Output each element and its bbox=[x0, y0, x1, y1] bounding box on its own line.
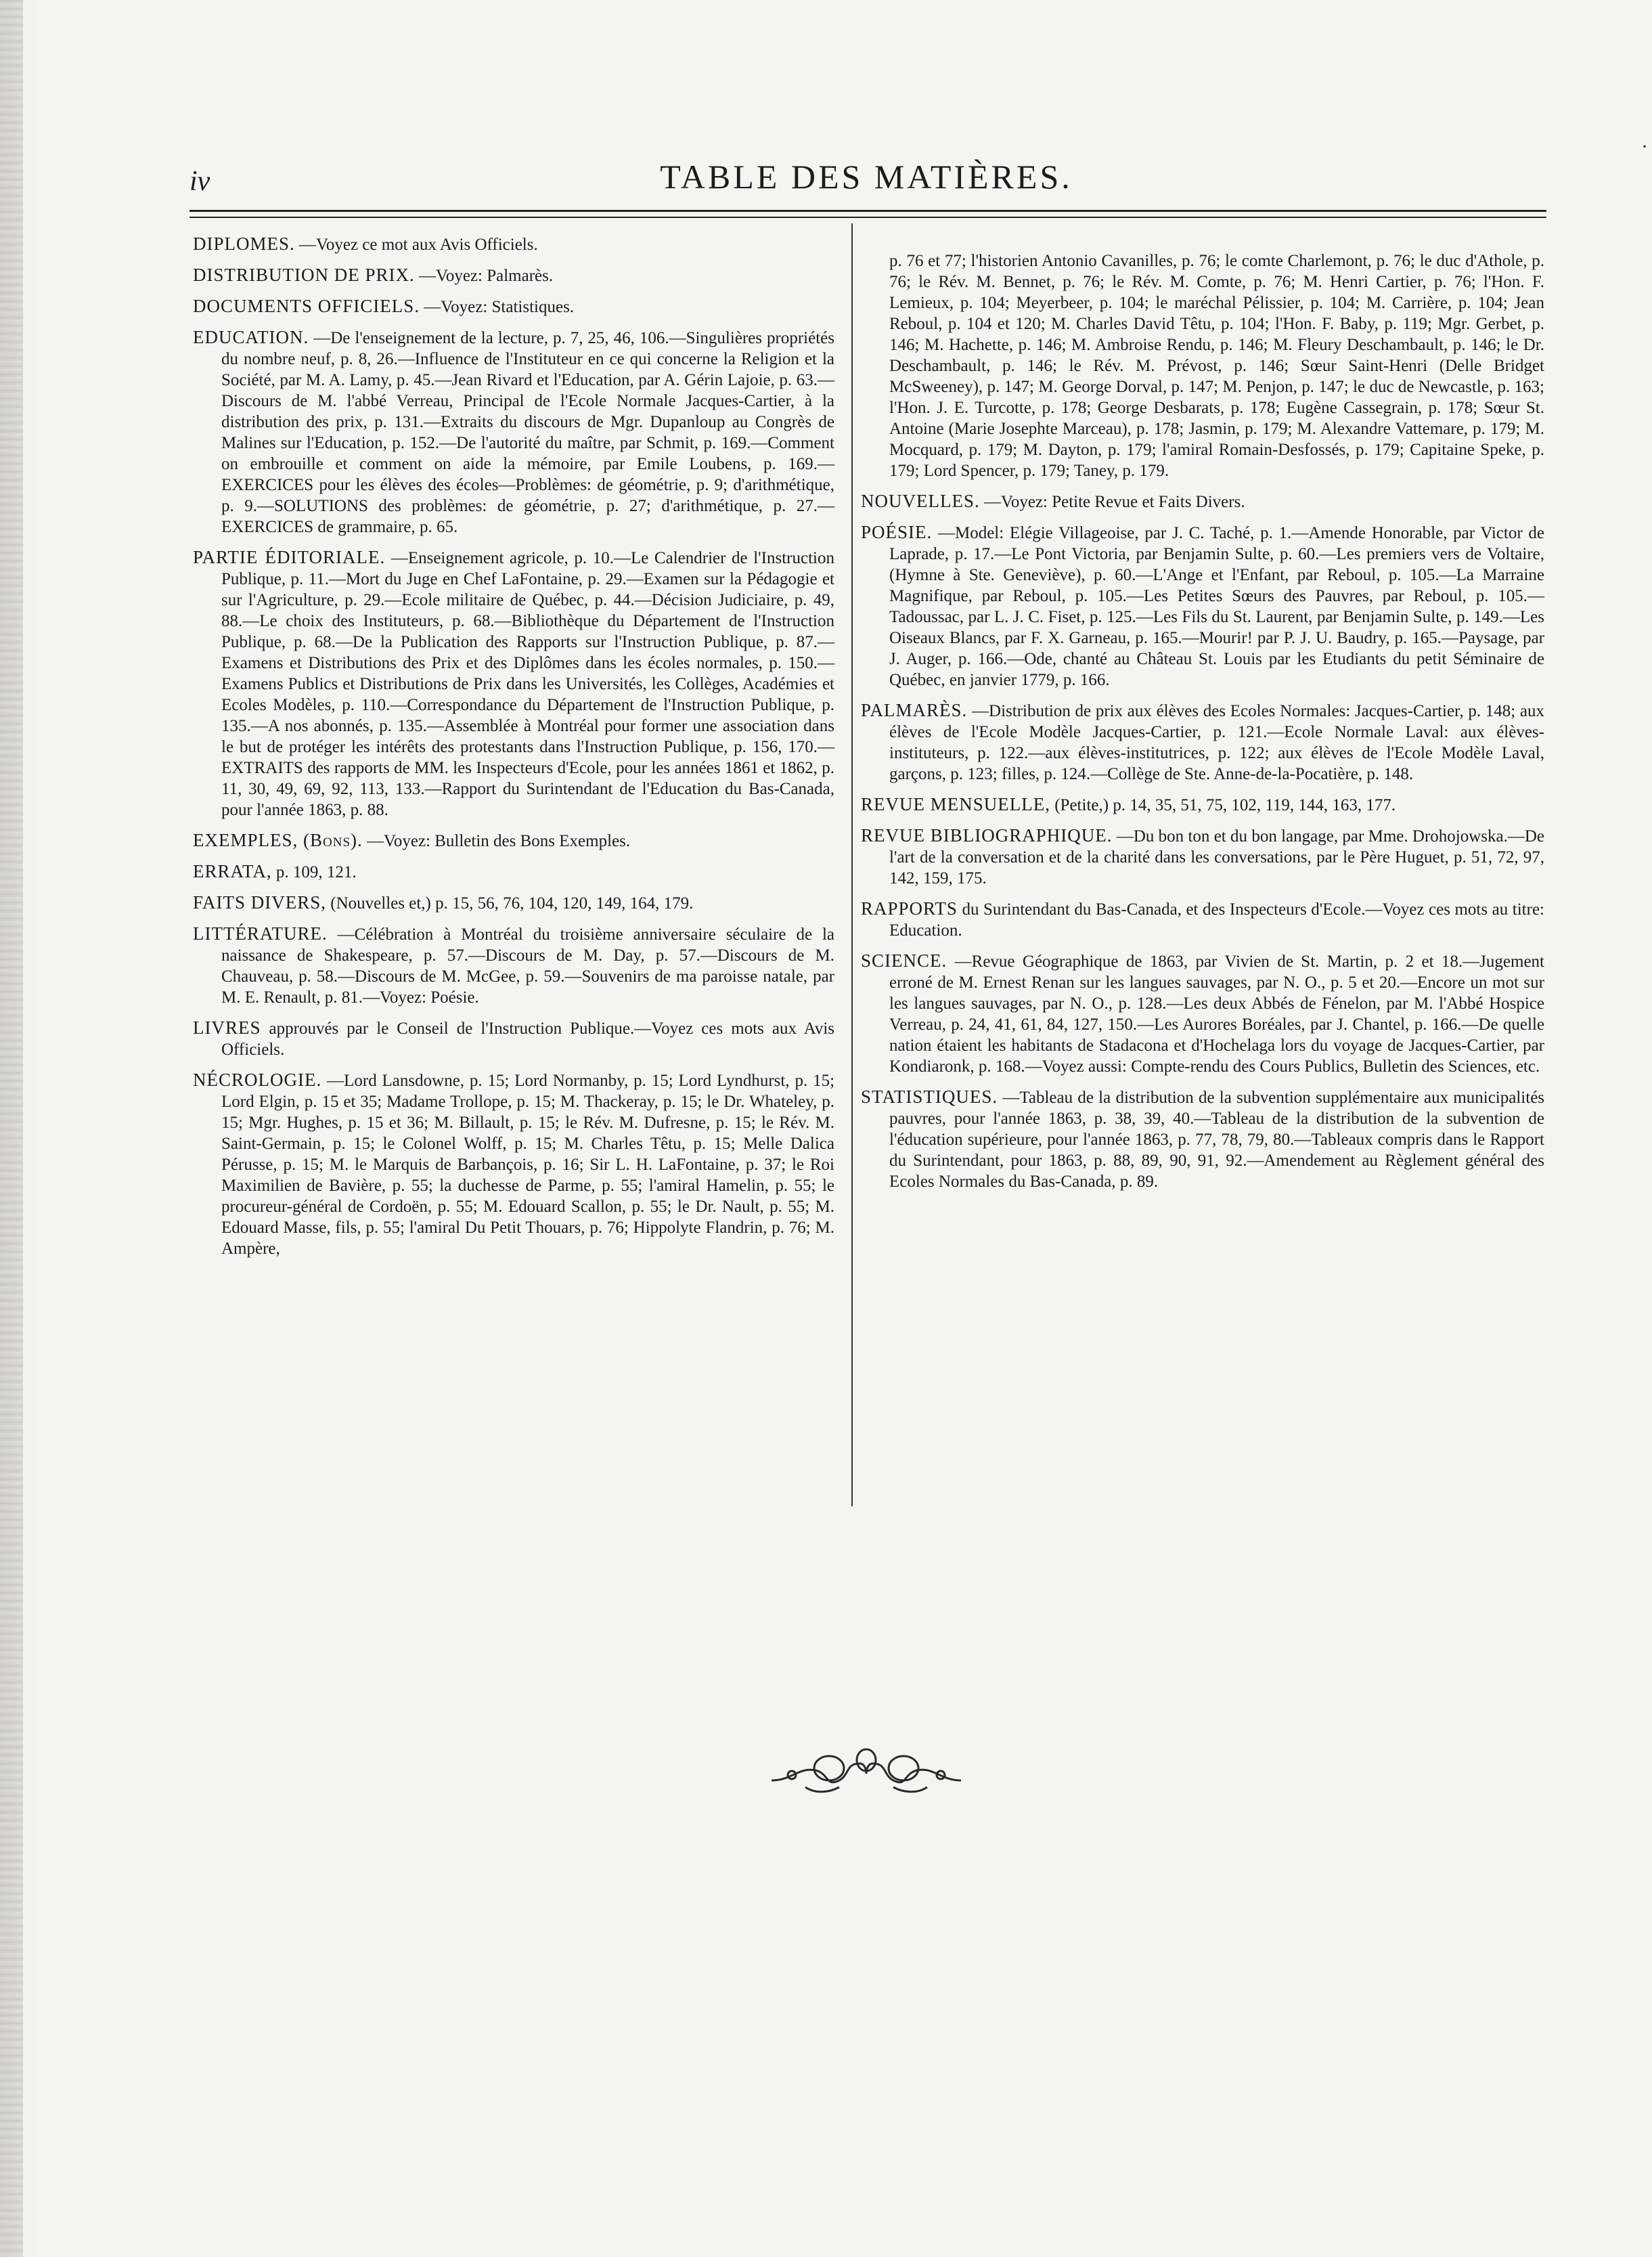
entry-heading: DOCUMENTS OFFICIELS. bbox=[193, 296, 420, 316]
entry-text: (Nouvelles et,) p. 15, 56, 76, 104, 120, 149, 164, 179. bbox=[330, 894, 694, 913]
entry-heading: PARTIE ÉDITORIALE. bbox=[193, 547, 386, 567]
entry-text: —De l'enseignement de la lecture, p. 7, 25, 46, 106.—Singulières propriétés du nombre neuf, p. 8, 26.—Influence de l'Instituteur en ce qui concerne la Religion et la Société, par M. A. Lamy, p. 45.—Jean Rivard et l'Education, par A. Gérin Lajoie, p. 63.—Discours de M. l'abbé Verreau, Principal de l'Ecole Normale Jacques-Cartier, à la distribution des prix, p. 131.—Extraits du discours de Mgr. Dupanloup au Congrès de Malines sur l'Education, p. 152.—De l'autorité du maître, par Schmit, p. 169.—Comment on embrouille et comment on aide la mémoire, par Emile Loubens, p. 169.—EXERCICES pour les élèves des écoles—Problèmes: de géométrie, p. 9; d'arithmétique, p. 9.—SOLUTIONS des problèmes: de géométrie, p. 27; d'arithmétique, p. 27.—EXERCICES de grammaire, p. 65. bbox=[221, 329, 834, 536]
left-column bbox=[193, 234, 834, 1269]
entry-text: —Distribution de prix aux élèves des Ecoles Normales: Jacques-Cartier, p. 148; aux élèves de l'Ecole Modèle Jacques-Cartier, p. 121.—Ecole Normale Laval: aux élèves-instituteurs, p. 122.—aux élèves-institutrices, p. 122; aux élèves de l'Ecole Modèle Laval, garçons, p. 123; filles, p. 124.—Collège de Ste. Anne-de-la-Pocatière, p. 148. bbox=[889, 702, 1545, 783]
index-entry bbox=[861, 794, 1544, 816]
entry-heading: STATISTIQUES. bbox=[861, 1087, 998, 1107]
entry-text: —Voyez: Petite Revue et Faits Divers. bbox=[983, 493, 1245, 511]
entry-heading: FAITS DIVERS, bbox=[193, 892, 327, 913]
entry-text: du Surintendant du Bas-Canada, et des Inspecteurs d'Ecole.—Voyez ces mots au titre: Education. bbox=[889, 900, 1544, 940]
right-entries bbox=[861, 491, 1544, 1192]
entry-text: —Voyez ce mot aux Avis Officiels. bbox=[299, 236, 538, 254]
index-entry bbox=[861, 1087, 1544, 1192]
entry-heading: REVUE MENSUELLE, bbox=[861, 794, 1050, 814]
index-entry bbox=[193, 923, 834, 1008]
entry-text: —Voyez: Bulletin des Bons Exemples. bbox=[367, 832, 631, 850]
index-entry bbox=[193, 265, 834, 286]
entry-heading: DISTRIBUTION DE PRIX. bbox=[193, 265, 415, 285]
entry-heading: ERRATA, bbox=[193, 861, 272, 881]
index-entry bbox=[861, 491, 1544, 512]
index-entry bbox=[861, 898, 1544, 941]
scan-mark: · bbox=[1641, 135, 1648, 158]
page-header bbox=[189, 157, 1543, 204]
index-entry bbox=[861, 522, 1544, 691]
entry-text: —Tableau de la distribution de la subvention supplémentaire aux municipalités pauvres, pour l'année 1863, p. 38, 39, 40.—Tableau de la distribution de la subvention de l'éducation supérieure, pour l'année 1863, p. 77, 78, 79, 80.—Tableaux compris dans le Rapport du Surintendant, pour 1863, p. 88, 89, 90, 91, 92.—Amendement au Règlement général des Ecoles Normales du Bas-Canada, p. 89. bbox=[889, 1089, 1545, 1191]
index-entry bbox=[193, 830, 834, 852]
entry-heading: EXEMPLES, (Bons). bbox=[193, 830, 363, 850]
index-entry bbox=[193, 1017, 834, 1060]
entry-text: —Model: Elégie Villageoise, par J. C. Taché, p. 1.—Amende Honorable, par Victor de Laprade, p. 17.—Le Pont Victoria, par Benjamin Sulte, p. 60.—Les premiers vers de Voltaire, (Hymne à Ste. Geneviève), p. 60.—L'Ange et l'Enfant, par Reboul, p. 105.—La Marraine Magnifique, par Reboul, p. 105.—Les Petites Sœurs des Pauvres, par Reboul, p. 105.—Tadoussac, par L. J. C. Fiset, p. 125.—Les Fils du St. Laurent, par Benjamin Sulte, p. 149.—Les Oiseaux Blancs, par F. X. Garneau, p. 165.—Mourir! par P. J. U. Baudry, p. 165.—Paysage, par J. Auger, p. 166.—Ode, chanté au Château St. Louis par les Etudiants du petit Séminaire de Québec, en janvier 1779, p. 166. bbox=[889, 524, 1545, 689]
index-entry bbox=[193, 234, 834, 255]
entry-heading: DIPLOMES. bbox=[193, 234, 295, 254]
entry-text: —Enseignement agricole, p. 10.—Le Calendrier de l'Instruction Publique, p. 11.—Mort du Juge en Chef LaFontaine, p. 29.—Examen sur la Pédagogie et sur l'Agriculture, p. 29.—Ecole militaire de Québec, p. 44.—Décision Judiciaire, p. 49, 88.—Le choix des Instituteurs, p. 68.—Bibliothèque du Département de l'Instruction Publique, p. 68.—De la Publication des Rapports sur l'Instruction Publique, p. 87.—Examens et Distributions des Prix et des Diplômes dans les écoles normales, p. 150.—Examens Publics et Distributions de Prix dans les Universités, les Collèges, Académies et Ecoles Modèles, p. 110.—Correspondance du Département de l'Instruction Publique, p. 135.—A nos abonnés, p. 135.—Assemblée à Montréal pour former une association dans le but de protéger les intérêts des protestants dans l'Instruction Publique, p. 156, 170.—EXTRAITS des rapports de MM. les Inspecteurs d'Ecole, pour les années 1861 et 1862, p. 11, 30, 49, 69, 92, 113, 133.—Rapport du Surintendant de l'Education du Bas-Canada, pour l'année 1863, p. 88. bbox=[221, 549, 834, 819]
index-entry bbox=[861, 950, 1544, 1077]
entry-text: —Revue Géographique de 1863, par Vivien de St. Martin, p. 2 et 18.—Jugement erroné de M. Ernest Renan sur les langues sauvages, par N. O., p. 5 et 20.—Encore un mot sur les langues sauvages, par N. O., p. 128.—Les deux Abbés de Fénelon, par M. l'Abbé Hospice Verreau, p. 24, 41, 61, 84, 127, 150.—Les Aurores Boréales, par J. Chantel, p. 166.—De quelle nation étaient les habitants de Stadacona et d'Hochelaga lors du voyage de Jacques-Cartier, par Kondiaronk, p. 168.—Voyez aussi: Compte-rendu des Cours Publics, Bulletin des Sciences, etc. bbox=[889, 952, 1544, 1076]
index-entry bbox=[193, 296, 834, 317]
index-entry bbox=[193, 861, 834, 883]
index-entry bbox=[193, 547, 834, 820]
entry-heading: REVUE BIBLIOGRAPHIQUE. bbox=[861, 825, 1113, 846]
index-entry bbox=[193, 327, 834, 538]
entry-text: (Petite,) p. 14, 35, 51, 75, 102, 119, 144, 163, 177. bbox=[1054, 796, 1396, 814]
entry-heading: EDUCATION. bbox=[193, 327, 309, 347]
entry-text: —Voyez: Statistiques. bbox=[424, 298, 575, 316]
entry-text: —Voyez: Palmarès. bbox=[419, 267, 554, 285]
entry-heading: RAPPORTS bbox=[861, 898, 958, 919]
entry-text: p. 109, 121. bbox=[275, 863, 357, 881]
index-entry bbox=[861, 700, 1544, 785]
entry-text: —Lord Lansdowne, p. 15; Lord Normanby, p. 15; Lord Lyndhurst, p. 15; Lord Elgin, p. 15 et 35; Madame Trollope, p. 15; M. Thackeray, p. 15; le Dr. Whateley, p. 15; Mgr. Hughes, p. 15 et 36; M. Billault, p. 15; le Rév. M. Dufresne, p. 15; le Rév. M. Saint-Germain, p. 15; le Colonel Wolff, p. 15; M. Charles Têtu, p. 15; Melle Dalica Pérusse, p. 15; M. le Marquis de Barbançois, p. 16; Sir L. H. LaFontaine, p. 37; le Roi Maximilien de Bavière, p. 55; la duchesse de Parme, p. 55; l'amiral Hamelin, p. 55; le procureur-général de Cordoën, p. 55; M. Edouard Scallon, p. 55; le Dr. Nault, p. 55; M. Edouard Masse, fils, p. 55; l'amiral Du Petit Thouars, p. 76; Hippolyte Flandrin, p. 76; M. Ampère, bbox=[221, 1072, 835, 1258]
index-entry bbox=[193, 892, 834, 914]
entry-text: —Célébration à Montréal du troisième anniversaire séculaire de la naissance de Shakespeare, p. 57.—Discours de M. Day, p. 57.—Discours de M. Chauveau, p. 58.—Discours de M. McGee, p. 59.—Souvenirs de ma paroisse natale, par M. E. Renault, p. 81.—Voyez: Poésie. bbox=[221, 925, 835, 1007]
entry-heading: LIVRES bbox=[193, 1017, 261, 1038]
entry-heading: NÉCROLOGIE. bbox=[193, 1070, 322, 1090]
page-title: TABLE DES MATIÈRES. bbox=[660, 158, 1073, 196]
entry-text: —Du bon ton et du bon langage, par Mme. Drohojowska.—De l'art de la conversation et de la charité dans les conversations, par le Père Huguet, p. 51, 72, 97, 142, 159, 175. bbox=[889, 827, 1545, 888]
continuation-text: p. 76 et 77; l'historien Antonio Cavanilles, p. 76; le comte Charlemont, p. 76; le duc d'Athole, p. 76; le Rév. M. Bennet, p. 76; le Rév. M. Comte, p. 76; M. Henri Cartier, p. 76; l'Hon. F. Lemieux, p. 104; Meyerbeer, p. 104; le maréchal Pélissier, p. 104; M. Carrière, p. 104; Jean Reboul, p. 104 et 120; M. Charles David Têtu, p. 104; l'Hon. F. Baby, p. 119; Mgr. Gerbet, p. 146; M. Hachette, p. 146; M. Ambroise Rendu, p. 146; M. Fleury Deschambault, p. 146; le Dr. Deschambault, p. 146; le Rév. M. Prévost, p. 146; Sœur Saint-Henri (Delle Bridget McSweeney), p. 147; M. George Dorval, p. 147; M. Penjon, p. 147; le duc de Newcastle, p. 163; l'Hon. J. E. Turcotte, p. 178; George Desbarats, p. 178; Eugène Cassegrain, p. 178; Sœur St. Antoine (Marie Josephte Marceau), p. 178; Jasmin, p. 179; M. Alexandre Vattemare, p. 179; M. Mocquard, p. 179; M. Dayton, p. 179; l'amiral Romain-Desfossés, p. 179; Capitaine Speke, p. 179; Lord Spencer, p. 179; Taney, p. 179. bbox=[889, 252, 1544, 480]
entry-heading: NOUVELLES. bbox=[861, 491, 980, 511]
page-number: iv bbox=[189, 166, 210, 197]
entry-text: approuvés par le Conseil de l'Instruction Publique.—Voyez ces mots aux Avis Officiels. bbox=[221, 1020, 835, 1059]
entry-heading: PALMARÈS. bbox=[861, 700, 968, 720]
header-rule-top bbox=[189, 210, 1546, 212]
entry-heading: SCIENCE. bbox=[861, 950, 947, 971]
page-binding-edge bbox=[0, 0, 23, 2257]
index-entry bbox=[193, 1070, 834, 1259]
floral-tailpiece-icon bbox=[765, 1740, 968, 1801]
entry-heading: LITTÉRATURE. bbox=[193, 923, 328, 944]
right-column bbox=[861, 234, 1544, 1202]
header-rule-bottom bbox=[189, 217, 1546, 218]
entry-heading: POÉSIE. bbox=[861, 522, 933, 542]
column-divider bbox=[851, 223, 853, 1506]
index-entry bbox=[861, 825, 1544, 889]
